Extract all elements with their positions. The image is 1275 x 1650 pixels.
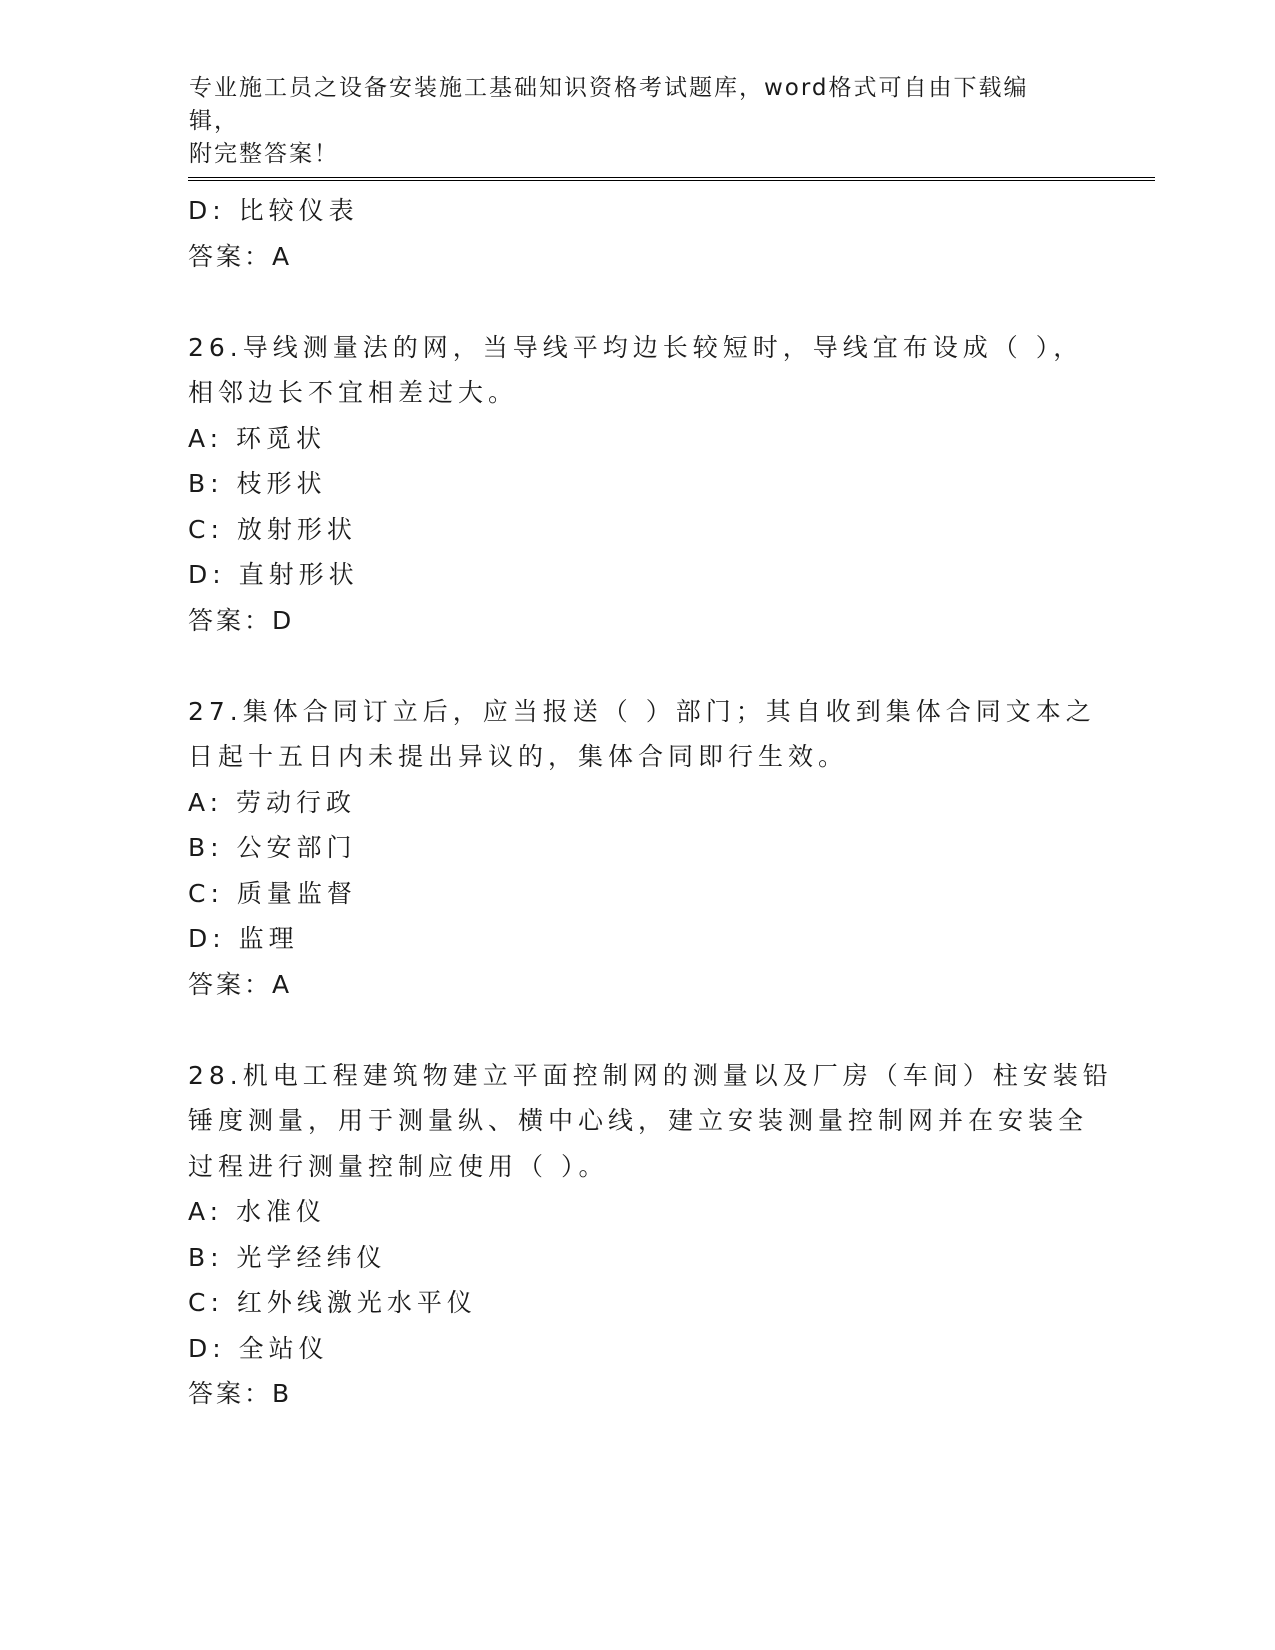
page-header: [189, 72, 1069, 171]
option-d: D: 全站仪: [188, 1333, 329, 1363]
header-line-1: 专业施工员之设备安装施工基础知识资格考试题库，word格式可自由下载编辑，: [189, 75, 1029, 134]
option-d: D: 监理: [188, 924, 299, 953]
option-b: B: 光学经纬仪: [188, 1242, 387, 1272]
option-b: B: 枝形状: [188, 469, 327, 498]
spacer: [188, 1008, 1088, 1053]
option-c: C: 红外线激光水平仪: [188, 1288, 477, 1317]
header-divider: [188, 177, 1155, 181]
option-c: C: 质量监督: [188, 878, 357, 908]
spacer: [188, 644, 1088, 689]
question-stem-line: 27.集体合同订立后，应当报送（ ）部门；其自收到集体合同文本之: [188, 696, 1096, 726]
question-28: [188, 1053, 1113, 1418]
question-stem-line: 日起十五日内未提出异议的，集体合同即行生效。: [188, 742, 849, 771]
question-stem-line: 相邻边长不宜相差过大。: [188, 378, 519, 407]
option-d: D: 直射形状: [188, 560, 359, 589]
question-stem-line: 26.导线测量法的网，当导线平均边长较短时，导线宜布设成（ ），: [188, 332, 1084, 362]
question-26: [188, 325, 1088, 644]
option-c: C: 放射形状: [188, 514, 357, 544]
option-a: A: 劳动行政: [188, 787, 357, 817]
question-stem-line: 28.机电工程建筑物建立平面控制网的测量以及厂房（车间）柱安装铅: [188, 1060, 1113, 1090]
question-stem-line: 过程进行测量控制应使用（ ）。: [188, 1151, 609, 1181]
option-a: A: 水准仪: [188, 1197, 327, 1226]
question-stem-line: 锤度测量，用于测量纵、横中心线，建立安装测量控制网并在安装全: [188, 1106, 1089, 1135]
answer-line: 答案：D: [188, 605, 295, 635]
previous-question-tail: [188, 188, 1088, 280]
header-line-2: 附完整答案！: [189, 141, 339, 167]
option-d: D: 比较仪表: [188, 196, 359, 225]
answer-line: 答案：A: [188, 969, 293, 999]
option-b: B: 公安部门: [188, 833, 357, 862]
spacer: [188, 280, 1088, 325]
question-27: [188, 689, 1096, 1008]
answer-line: 答案：B: [188, 1379, 293, 1408]
document-body: [188, 188, 1113, 1417]
option-a: A: 环觅状: [188, 423, 327, 453]
answer-line: 答案：A: [188, 241, 293, 271]
